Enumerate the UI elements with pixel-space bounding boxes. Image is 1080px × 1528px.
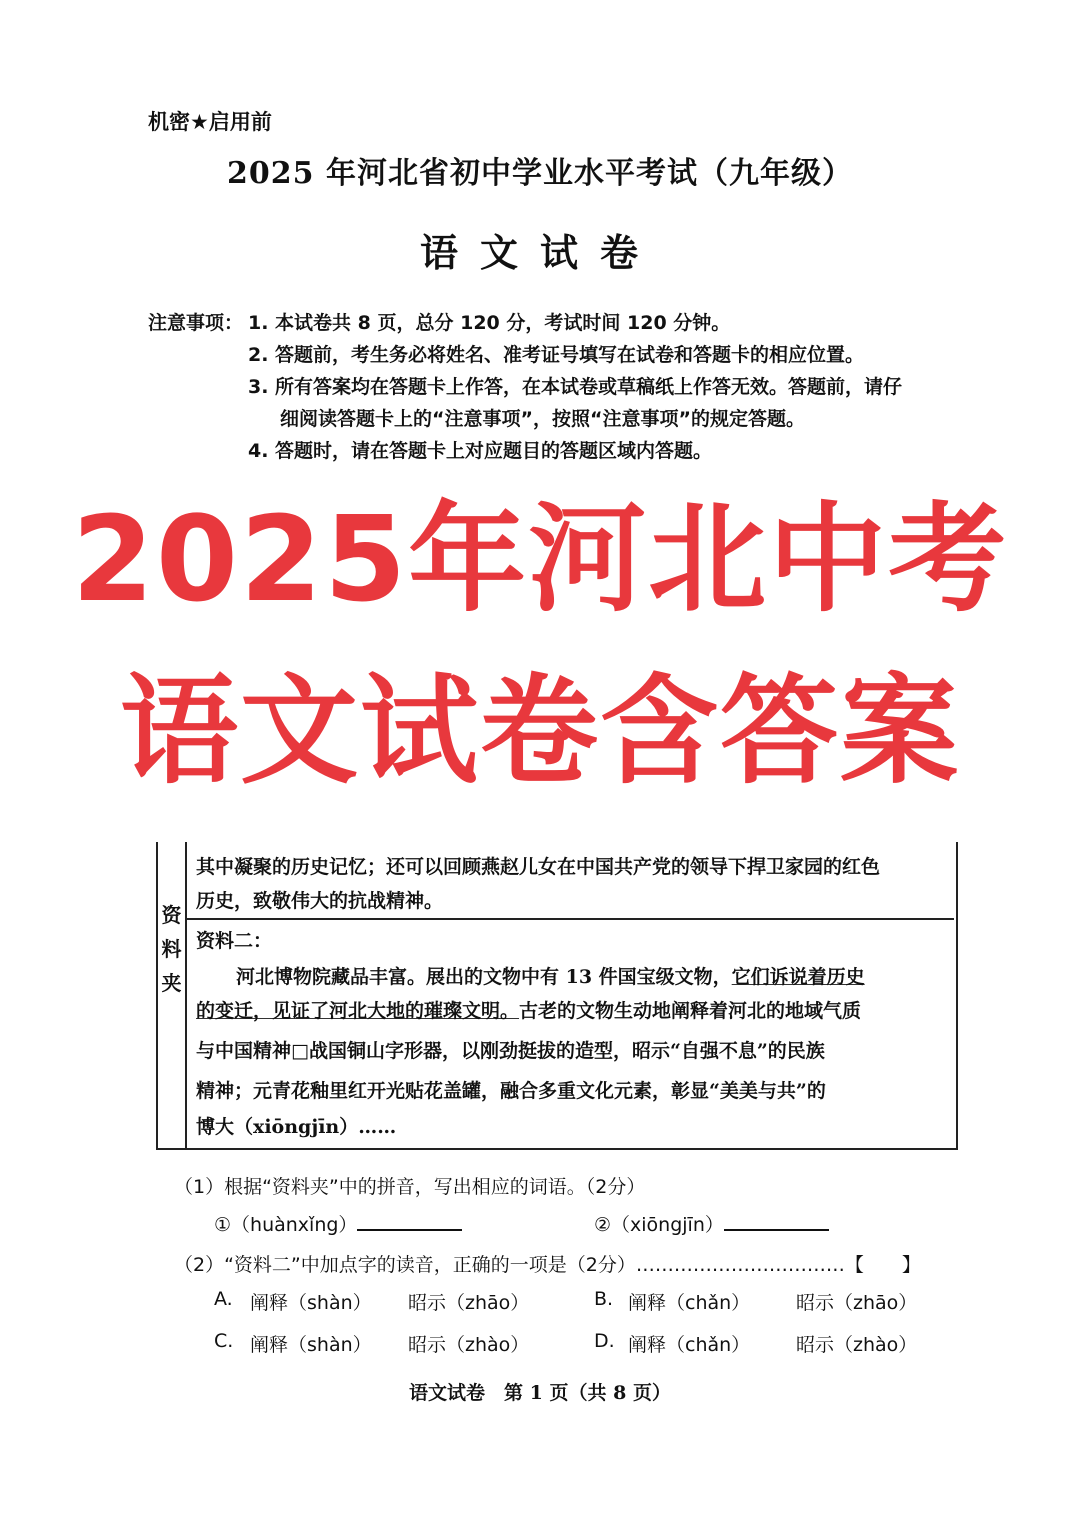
material-side-label bbox=[158, 898, 185, 1000]
material-text-line: 博大（xiōngjīn）…… bbox=[196, 1116, 397, 1138]
paper-title: 语文试卷 bbox=[419, 231, 660, 275]
material-text-line: 精神；元青花釉里红开光贴花盖罐，融合多重文化元素，彰显“美美与共”的 bbox=[196, 1080, 826, 1102]
pinyin-prompt: ②（xiōngjīn） bbox=[594, 1214, 724, 1236]
material-text-line: 其中凝聚的历史记忆；还可以回顾燕赵儿女在中国共产党的领导下捍卫家园的红色 bbox=[196, 856, 881, 878]
pinyin-prompt: ①（huànxǐng） bbox=[214, 1214, 358, 1236]
option-word: 阐释（chǎn） bbox=[628, 1292, 751, 1314]
option-word: 昭示（zhào） bbox=[796, 1334, 918, 1356]
option-word: 阐释（shàn） bbox=[250, 1292, 372, 1314]
option-letter: B. bbox=[594, 1288, 614, 1310]
material-text-line: 与中国精神□战国铜山字形器，以刚劲挺拔的造型，昭示“自强不息”的民族 bbox=[196, 1040, 825, 1062]
notice-item: 细阅读答题卡上的“注意事项”，按照“注意事项”的规定答题。 bbox=[280, 408, 805, 430]
notice-label: 注意事项： bbox=[148, 312, 244, 334]
notice-item: 4. 答题时，请在答题卡上对应题目的答题区域内答题。 bbox=[248, 440, 713, 462]
underlined-segment: 的变迁，见证了河北大地的璀璨文明。 bbox=[196, 1000, 520, 1022]
material-text-line bbox=[196, 996, 861, 1023]
option-letter: C. bbox=[214, 1330, 234, 1352]
banner-line-2: 语文试卷含答案 bbox=[119, 662, 960, 800]
answer-blank bbox=[724, 1211, 829, 1231]
text-segment: 古老的文物生动地阐释着河北的地域气质 bbox=[519, 1000, 862, 1022]
side-label-char: 料 bbox=[161, 937, 182, 961]
notice-item: 2. 答题前，考生务必将姓名、准考证号填写在试卷和答题卡的相应位置。 bbox=[248, 344, 865, 366]
material-text-line: 历史，致敬伟大的抗战精神。 bbox=[196, 890, 444, 912]
side-label-char: 资 bbox=[161, 903, 182, 927]
text-segment: 河北博物院藏品丰富。展出的文物中有 13 件国宝级文物， bbox=[236, 966, 732, 988]
material-text-line bbox=[236, 962, 865, 989]
material-box-divider bbox=[187, 918, 954, 920]
exam-title: 2025 年河北省初中学业水平考试（九年级） bbox=[227, 156, 853, 191]
option-word: 阐释（chǎn） bbox=[628, 1334, 751, 1356]
option-letter: A. bbox=[214, 1288, 233, 1310]
option-word: 昭示（zhāo） bbox=[408, 1292, 530, 1314]
option-word: 昭示（zhāo） bbox=[796, 1292, 918, 1314]
material-box-divider bbox=[185, 842, 187, 1148]
question-1-item-a bbox=[214, 1210, 462, 1237]
option-word: 昭示（zhào） bbox=[408, 1334, 530, 1356]
underlined-segment: 它们诉说着历史 bbox=[731, 966, 865, 988]
side-label-char: 夹 bbox=[161, 971, 182, 995]
question-1-item-b bbox=[594, 1210, 829, 1237]
banner-line-1: 2025年河北中考 bbox=[71, 490, 1009, 628]
notice-item: 3. 所有答案均在答题卡上作答，在本试卷或草稿纸上作答无效。答题前，请仔 bbox=[248, 376, 903, 398]
option-word: 阐释（shàn） bbox=[250, 1334, 372, 1356]
section-title: 资料二： bbox=[196, 930, 273, 952]
answer-blank bbox=[357, 1211, 462, 1231]
classified-label: 机密★启用前 bbox=[148, 110, 272, 134]
question-1: （1）根据“资料夹”中的拼音，写出相应的词语。（2分） bbox=[174, 1176, 646, 1198]
question-2: （2）“资料二”中加点字的读音，正确的一项是（2分）……………………………【 】 bbox=[174, 1254, 921, 1276]
option-letter: D. bbox=[594, 1330, 615, 1352]
page-footer: 语文试卷 第 1 页（共 8 页） bbox=[409, 1382, 671, 1404]
notice-item: 1. 本试卷共 8 页，总分 120 分，考试时间 120 分钟。 bbox=[248, 312, 731, 334]
